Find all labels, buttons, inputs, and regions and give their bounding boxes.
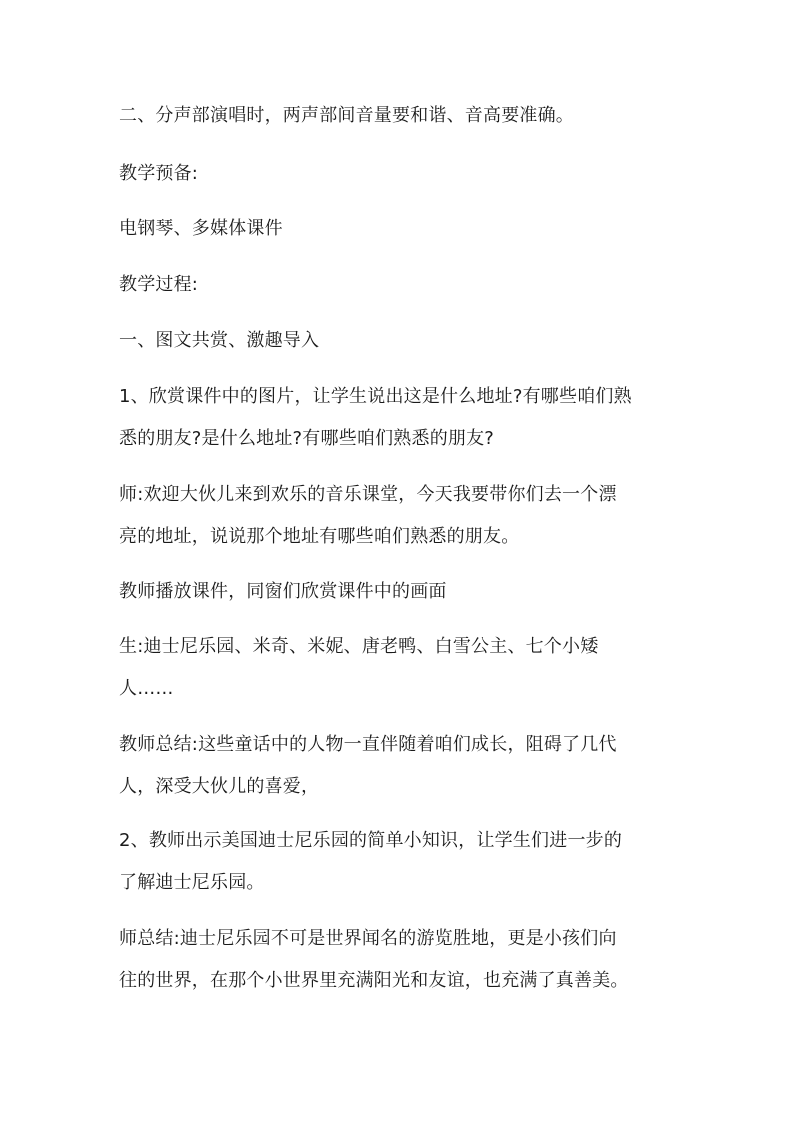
paragraph-step-1-cont xyxy=(119,429,494,449)
paragraph-objective-2 xyxy=(119,106,574,126)
heading-teaching-preparation xyxy=(119,164,198,184)
line: 一、图文共赏、激趣导入 xyxy=(119,330,320,351)
line: 教师播放课件，同窗们欣赏课件中的画面 xyxy=(119,581,447,602)
line: 人，深受大伙儿的喜爱， xyxy=(119,776,320,797)
heading-section-1 xyxy=(119,331,319,351)
paragraph-teacher-welcome xyxy=(119,485,617,505)
paragraph-final-summary-cont xyxy=(119,971,629,991)
line: 二、分声部演唱时，两声部间音量要和谐、音高要准确。 xyxy=(119,105,574,126)
paragraph-step-2 xyxy=(119,831,622,851)
paragraph-teacher-summary-cont xyxy=(119,777,319,797)
line: 电钢琴、多媒体课件 xyxy=(119,218,283,239)
paragraph-step-1 xyxy=(119,387,632,407)
paragraph-student-answer xyxy=(119,637,598,657)
paragraph-materials xyxy=(119,219,283,239)
paragraph-teacher-welcome-cont xyxy=(119,527,519,547)
line: 师:欢迎大伙儿来到欢乐的音乐课堂，今天我要带你们去一个漂 xyxy=(119,484,617,505)
line: 了解迪士尼乐园。 xyxy=(119,872,265,893)
line: 教学预备: xyxy=(119,163,199,184)
line: 亮的地址，说说那个地址有哪些咱们熟悉的朋友。 xyxy=(119,526,520,547)
line: 师总结:迪士尼乐园不可是世界闻名的游览胜地，更是小孩们向 xyxy=(119,928,617,949)
paragraph-final-summary xyxy=(119,929,617,949)
line: 教学过程: xyxy=(119,274,199,295)
paragraph-student-answer-cont xyxy=(119,679,174,699)
line: 1、欣赏课件中的图片，让学生说出这是什么地址?有哪些咱们熟 xyxy=(119,386,632,407)
heading-teaching-process xyxy=(119,275,198,295)
paragraph-teacher-plays xyxy=(119,582,447,602)
line: 生:迪士尼乐园、米奇、米妮、唐老鸭、白雪公主、七个小矮 xyxy=(119,636,599,657)
line: 教师总结:这些童话中的人物一直伴随着咱们成长，阻碍了几代 xyxy=(119,734,617,755)
line: 2、教师出示美国迪士尼乐园的简单小知识，让学生们进一步的 xyxy=(119,830,623,851)
line: 人…… xyxy=(119,678,174,699)
paragraph-teacher-summary xyxy=(119,735,617,755)
paragraph-step-2-cont xyxy=(119,873,265,893)
line: 往的世界，在那个小世界里充满阳光和友谊，也充满了真善美。 xyxy=(119,970,629,991)
line: 悉的朋友?是什么地址?有哪些咱们熟悉的朋友? xyxy=(119,428,495,449)
